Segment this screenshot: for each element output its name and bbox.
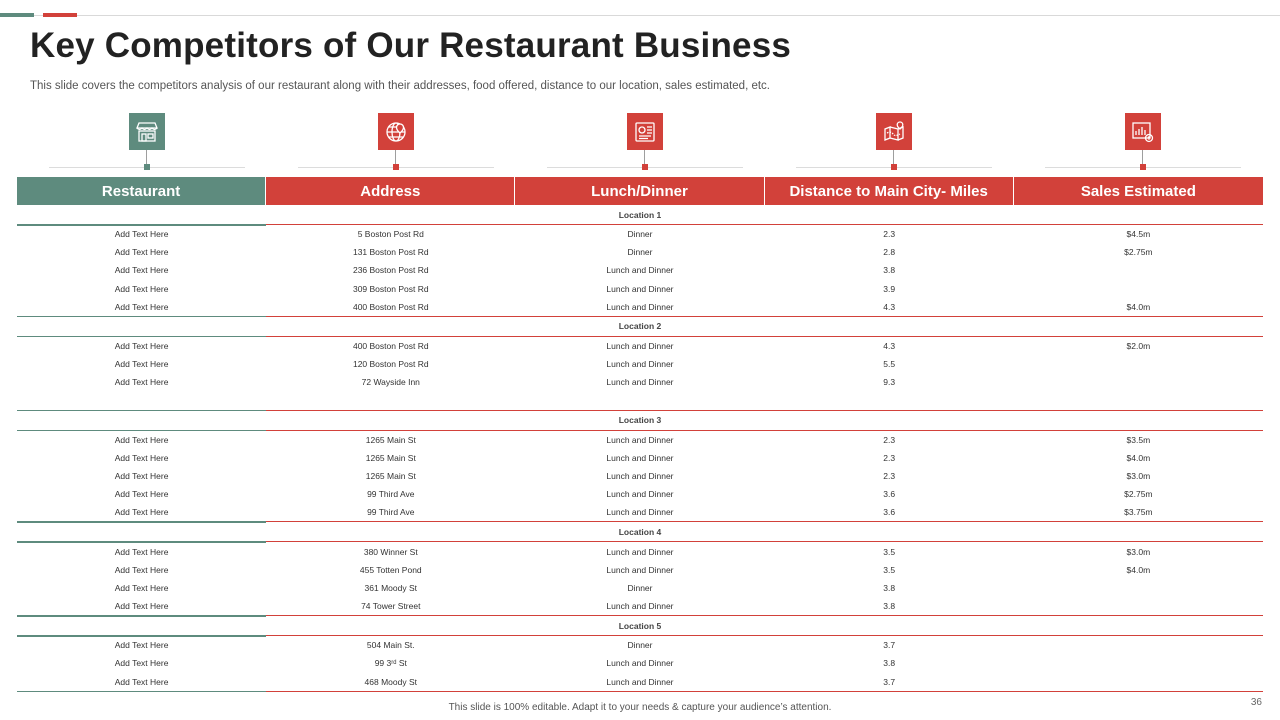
table-cell: 131 Boston Post Rd	[352, 247, 429, 258]
table-row	[17, 485, 1263, 503]
table-row	[17, 467, 1263, 485]
table-cell: $4.0m	[1126, 564, 1151, 575]
table-cell: 3.6	[883, 507, 896, 518]
table-cell: 120 Boston Post Rd	[352, 359, 429, 370]
table-cell: Add Text Here	[114, 676, 169, 687]
table-cell: 400 Boston Post Rd	[352, 301, 429, 312]
table-cell: 99 Third Ave	[367, 507, 415, 518]
location-group	[17, 542, 1263, 616]
table-cell: 3.7	[883, 676, 896, 687]
location-label: Location 3	[618, 415, 662, 425]
table-cell: Lunch and Dinner	[606, 546, 674, 557]
location-group	[17, 337, 1263, 411]
table-cell: Add Text Here	[114, 489, 169, 500]
table-cell: $2.75m	[1124, 489, 1153, 500]
table-cell: Add Text Here	[114, 229, 169, 240]
table-row	[17, 431, 1263, 449]
table-row	[17, 280, 1263, 298]
header-restaurant: Restaurant	[17, 177, 266, 205]
table-cell: 380 Winner St	[363, 546, 418, 557]
location-group	[17, 636, 1263, 692]
table-cell: 99 3ʳᵈ St	[374, 658, 407, 669]
table-cell: 4.3	[883, 341, 896, 352]
route-map-icon	[876, 113, 912, 150]
table-cell: 2.3	[883, 229, 896, 240]
table-cell: 72 Wayside Inn	[361, 377, 420, 388]
table-cell: 4.3	[883, 301, 896, 312]
location-label: Location 4	[618, 526, 662, 537]
table-cell: 455 Totten Pond	[359, 564, 422, 575]
table-cell: Lunch and Dinner	[606, 470, 674, 481]
table-row	[17, 561, 1263, 579]
table-row	[17, 654, 1263, 672]
table-cell: Add Text Here	[114, 601, 169, 612]
table-cell: $3.75m	[1124, 507, 1153, 518]
top-divider	[0, 15, 1280, 16]
icon-col-distance	[764, 113, 1013, 175]
location-header	[17, 205, 1263, 225]
accent-bar-teal	[0, 13, 34, 17]
table-cell: $3.0m	[1126, 470, 1151, 481]
location-label: Location 5	[618, 620, 662, 631]
table-row	[17, 298, 1263, 316]
location-header	[17, 616, 1263, 636]
table-row	[17, 542, 1263, 560]
table-cell: Add Text Here	[114, 507, 169, 518]
table-cell: Add Text Here	[114, 546, 169, 557]
table-cell: Lunch and Dinner	[606, 341, 674, 352]
table-cell: Add Text Here	[114, 377, 169, 388]
table-row	[17, 261, 1263, 279]
table-cell: 3.7	[883, 640, 896, 651]
table-cell: 2.3	[883, 470, 896, 481]
table-cell: Add Text Here	[114, 283, 169, 294]
table-cell: $4.5m	[1126, 229, 1151, 240]
table-cell: 9.3	[883, 377, 896, 388]
table-cell: 309 Boston Post Rd	[352, 283, 429, 294]
table-cell: 3.8	[883, 658, 896, 669]
table-cell: $3.5m	[1126, 434, 1151, 445]
table-cell: Lunch and Dinner	[606, 658, 674, 669]
table-cell: 3.8	[883, 601, 896, 612]
header-lunch-dinner: Lunch/Dinner	[515, 177, 764, 205]
table-cell: 361 Moody St	[364, 582, 417, 593]
location-label: Location 2	[618, 321, 662, 332]
table-cell: Add Text Here	[114, 640, 169, 651]
table-cell: Dinner	[627, 640, 653, 651]
table-cell: Add Text Here	[114, 452, 169, 463]
table-cell: Lunch and Dinner	[606, 283, 674, 294]
table-row	[17, 636, 1263, 654]
table-cell: 1265 Main St	[365, 452, 416, 463]
table-cell: 3.8	[883, 265, 896, 276]
table-row	[17, 597, 1263, 615]
icon-row	[17, 113, 1263, 175]
table-row	[17, 373, 1263, 391]
table-cell: $2.0m	[1126, 341, 1151, 352]
table-cell: Add Text Here	[114, 434, 169, 445]
table-cell: 3.8	[883, 582, 896, 593]
table-cell: $2.75m	[1124, 247, 1153, 258]
icon-col-sales	[1013, 113, 1262, 175]
table-cell: Dinner	[627, 582, 653, 593]
table-row	[17, 337, 1263, 355]
table-cell: Add Text Here	[114, 658, 169, 669]
table-cell: Lunch and Dinner	[606, 377, 674, 388]
menu-food-icon	[627, 113, 663, 150]
table-cell: $4.0m	[1126, 301, 1151, 312]
table-cell: Lunch and Dinner	[606, 434, 674, 445]
table-cell: 2.8	[883, 247, 896, 258]
table-cell: 3.9	[883, 283, 896, 294]
table-cell: Lunch and Dinner	[606, 601, 674, 612]
table-cell: Lunch and Dinner	[606, 564, 674, 575]
table-row	[17, 579, 1263, 597]
table-header	[17, 177, 1263, 205]
table-cell: Lunch and Dinner	[606, 301, 674, 312]
header-address: Address	[266, 177, 515, 205]
slide-subtitle: This slide covers the competitors analysis of our restaurant along with their addresses, food offered, distance to our location, sales estimated, etc.	[30, 80, 771, 92]
header-sales: Sales Estimated	[1014, 177, 1263, 205]
competitors-table	[17, 177, 1263, 692]
table-cell: Lunch and Dinner	[606, 359, 674, 370]
table-cell: 236 Boston Post Rd	[352, 265, 429, 276]
table-cell: Lunch and Dinner	[606, 507, 674, 518]
table-cell: 468 Moody St	[364, 676, 417, 687]
table-cell: 3.5	[883, 564, 896, 575]
table-cell: Add Text Here	[114, 247, 169, 258]
table-row	[17, 355, 1263, 373]
page-number: 36	[1250, 697, 1262, 708]
table-row	[17, 503, 1263, 521]
icon-col-restaurant	[17, 113, 266, 175]
table-cell: 504 Main St.	[366, 640, 415, 651]
location-label: Location 1	[618, 209, 662, 220]
slide-title: Key Competitors of Our Restaurant Business	[30, 26, 792, 65]
table-cell: 5 Boston Post Rd	[357, 229, 424, 240]
location-header	[17, 411, 1263, 431]
table-cell: Add Text Here	[114, 341, 169, 352]
icon-col-lunch-dinner	[515, 113, 764, 175]
table-cell: Add Text Here	[114, 582, 169, 593]
table-row	[17, 673, 1263, 691]
location-header	[17, 522, 1263, 542]
location-header	[17, 317, 1263, 337]
table-cell: Dinner	[627, 247, 653, 258]
table-cell: Add Text Here	[114, 564, 169, 575]
table-cell: $3.0m	[1126, 546, 1151, 557]
restaurant-storefront-icon	[129, 113, 165, 150]
location-group	[17, 431, 1263, 523]
sales-chart-icon	[1125, 113, 1161, 150]
table-cell: 3.5	[883, 546, 896, 557]
table-cell: 3.6	[883, 489, 896, 500]
location-group	[17, 225, 1263, 317]
table-row	[17, 243, 1263, 261]
icon-col-address	[266, 113, 515, 175]
location-globe-icon	[378, 113, 414, 150]
table-body	[17, 205, 1263, 692]
accent-bar-red	[43, 13, 77, 17]
footer-note: This slide is 100% editable. Adapt it to your needs & capture your audience’s attention.	[448, 702, 832, 713]
table-cell: Add Text Here	[114, 265, 169, 276]
table-cell: 74 Tower Street	[361, 601, 421, 612]
table-cell: Lunch and Dinner	[606, 452, 674, 463]
table-cell: 1265 Main St	[365, 470, 416, 481]
table-cell: 99 Third Ave	[367, 489, 415, 500]
table-cell: Dinner	[627, 229, 653, 240]
table-cell: 1265 Main St	[365, 434, 416, 445]
table-cell: Lunch and Dinner	[606, 676, 674, 687]
table-cell: Add Text Here	[114, 470, 169, 481]
header-distance: Distance to Main City- Miles	[765, 177, 1014, 205]
table-cell: $4.0m	[1126, 452, 1151, 463]
table-cell: Add Text Here	[114, 359, 169, 370]
table-cell: 5.5	[883, 359, 896, 370]
table-cell: Lunch and Dinner	[606, 489, 674, 500]
table-row	[17, 449, 1263, 467]
table-cell: 2.3	[883, 452, 896, 463]
table-cell: 2.3	[883, 434, 896, 445]
table-cell: 400 Boston Post Rd	[352, 341, 429, 352]
table-cell: Add Text Here	[114, 301, 169, 312]
table-row	[17, 225, 1263, 243]
table-cell: Lunch and Dinner	[606, 265, 674, 276]
